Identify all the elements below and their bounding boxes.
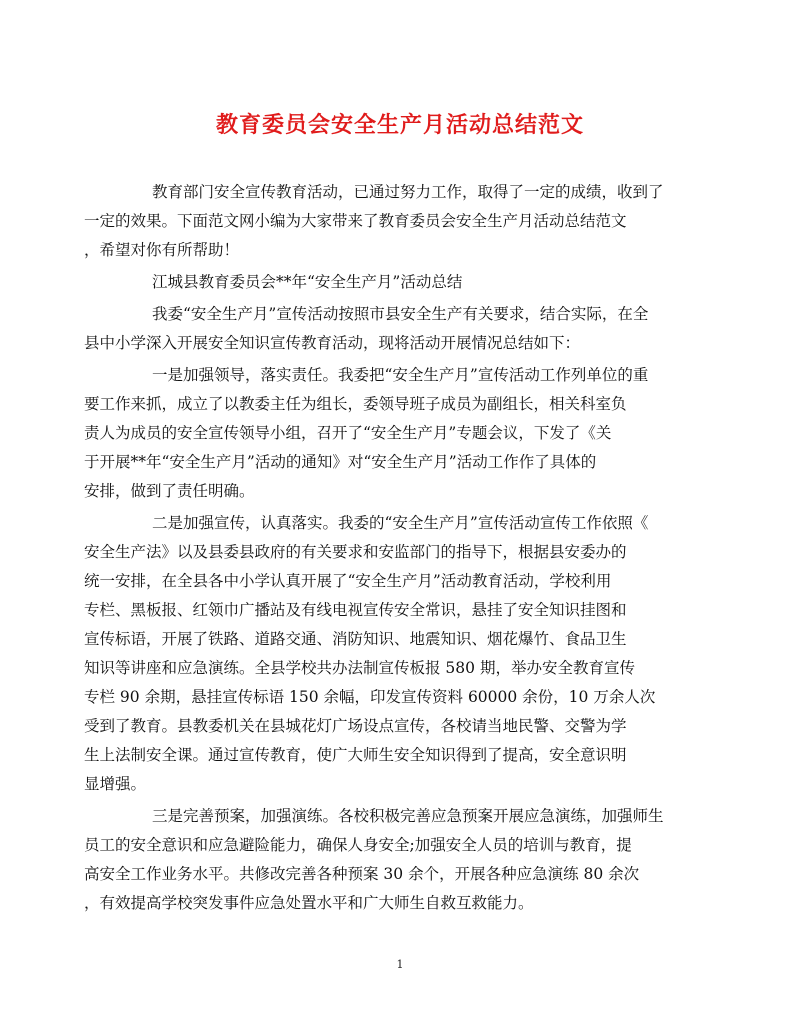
paragraph-line: 二是加强宣传，认真落实。我委的“安全生产月”宣传活动宣传工作依照《 [152,514,649,532]
paragraph-line: 责人为成员的安全宣传领导小组，召开了“安全生产月”专题会议，下发了《关 [84,424,612,442]
paragraph-line: 受到了教育。县教委机关在县城花灯广场设点宣传，各校请当地民警、交警为学 [84,717,627,735]
paragraph-line: 生上法制安全课。通过宣传教育，使广大师生安全知识得到了提高，安全意识明 [84,746,627,764]
paragraph-line: 安排，做到了责任明确。 [84,482,255,500]
paragraph-line: 要工作来抓，成立了以教委主任为组长，委领导班子成员为副组长，相关科室负 [84,395,627,413]
paragraph [84,300,678,358]
paragraph-line: 员工的安全意识和应急避险能力，确保人身安全;加强安全人员的培训与教育，提 [84,836,632,854]
paragraph-line: ，希望对你有所帮助！ [84,241,240,259]
paragraph-line: 我委“安全生产月”宣传活动按照市县安全生产有关要求，结合实际，在全 [152,305,649,323]
paragraph [118,268,678,297]
paragraph-line: 宣传标语，开展了铁路、道路交通、消防知识、地震知识、烟花爆竹、食品卫生 [84,630,627,648]
paragraph-line: 高安全工作业务水平。共修改完善各种预案 30 余个，开展各种应急演练 80 余次 [84,865,640,883]
document-title: 教育委员会安全生产月活动总结范文 [215,112,584,138]
paragraph [84,509,678,799]
paragraph-line: 江城县教育委员会**年“安全生产月”活动总结 [152,273,463,291]
paragraph-line: 县中小学深入开展安全知识宣传教育活动，现将活动开展情况总结如下： [84,334,581,352]
paragraph [84,361,678,506]
paragraph-line: 安全生产法》以及县委县政府的有关要求和安监部门的指导下，根据县安委办的 [84,543,627,561]
paragraph-line: 一定的效果。下面范文网小编为大家带来了教育委员会安全生产月活动总结范文 [84,212,627,230]
paragraph-line: 三是完善预案，加强演练。各校积极完善应急预案开展应急演练，加强师生 [152,807,664,825]
paragraph-line: 一是加强领导，落实责任。我委把“安全生产月”宣传活动工作列单位的重 [152,366,649,384]
paragraph [84,178,678,265]
paragraph-line: 统一安排，在全县各中小学认真开展了“安全生产月”活动教育活动，学校利用 [84,572,612,590]
paragraph-line: ，有效提高学校突发事件应急处置水平和广大师生自救互救能力。 [84,894,534,912]
paragraph-line: 知识等讲座和应急演练。全县学校共办法制宣传板报 580 期，举办安全教育宣传 [84,659,635,677]
paragraph-line: 显增强。 [84,775,147,793]
paragraph-line: 专栏 90 余期，悬挂宣传标语 150 余幅，印发宣传资料 60000 余份，10 万余人次 [84,688,656,706]
page-number: 1 [396,958,404,971]
paragraph [84,802,678,918]
document-body [84,178,678,921]
paragraph-line: 教育部门安全宣传教育活动，已通过努力工作，取得了一定的成绩，收到了 [152,183,664,201]
paragraph-line: 专栏、黑板报、红领巾广播站及有线电视宣传安全常识，悬挂了安全知识挂图和 [84,601,627,619]
paragraph-line: 于开展**年“安全生产月”活动的通知》对“安全生产月”活动工作作了具体的 [84,453,597,471]
